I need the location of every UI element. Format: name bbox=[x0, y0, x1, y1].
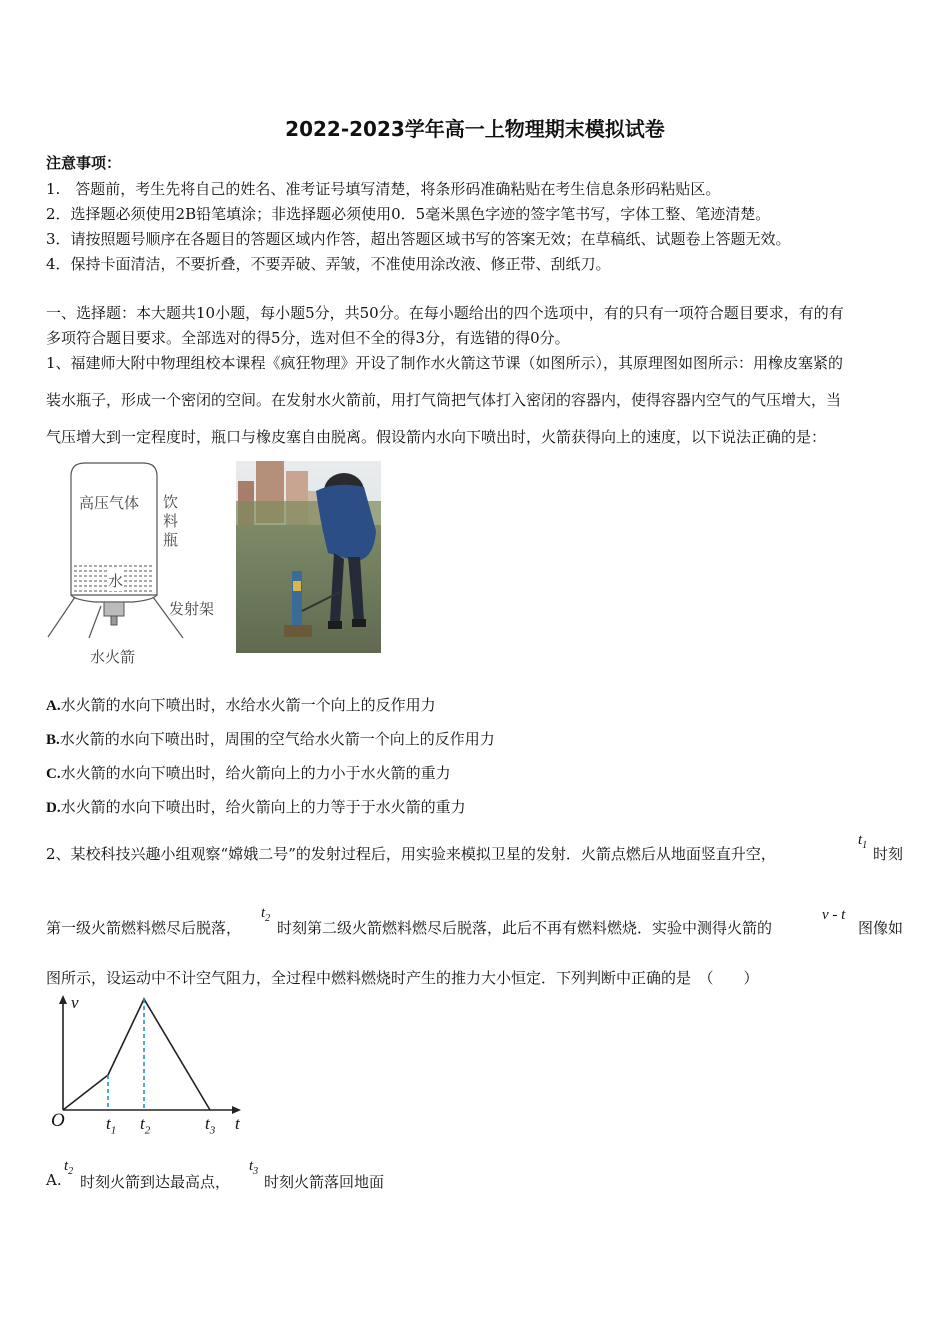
section-intro: 一、选择题：本大题共10小题，每小题5分，共50分。在每小题给出的四个选项中，有的只有一项符合题目要求，有的有 bbox=[46, 304, 844, 322]
option-b: B.水火箭的水向下喷出时，周围的空气给水火箭一个向上的反作用力 bbox=[46, 730, 495, 748]
option-c: C.水火箭的水向下喷出时，给火箭向上的力小于水火箭的重力 bbox=[46, 764, 451, 782]
rocket-launch-photo bbox=[236, 461, 381, 653]
question-2-text: 图像如 bbox=[858, 919, 904, 937]
math-t2: $t_2$ bbox=[64, 1158, 74, 1177]
math-t2: $t_2$ bbox=[261, 905, 271, 924]
notice-heading: 注意事项： bbox=[46, 154, 122, 172]
question-1-text: 1、福建师大附中物理组校本课程《疯狂物理》开设了制作水火箭这节课（如图所示），其原理图如图所示：用橡皮塞紧的 bbox=[46, 354, 844, 372]
question-2-text: 时刻第二级火箭燃料燃尽后脱落，此后不再有燃料燃烧．实验中测得火箭的 bbox=[277, 919, 773, 937]
label-gas: 高压气体 bbox=[79, 494, 140, 512]
notice-item: 1. 答题前，考生先将自己的姓名、准考证号填写清楚，将条形码准确粘贴在考生信息条形码粘贴区。 bbox=[46, 180, 721, 198]
label-rocket: 水火箭 bbox=[90, 648, 136, 666]
vt-graph bbox=[45, 993, 250, 1138]
q2-option-a-key: A. bbox=[46, 1171, 62, 1189]
label-bottle: 饮 料 瓶 bbox=[163, 493, 179, 549]
question-1-text: 装水瓶子，形成一个密闭的空间。在发射水火箭前，用打气筒把气体打入密闭的容器内，使得容器内空气的气压增大，当 bbox=[46, 391, 842, 409]
question-2-text: 图所示，设运动中不计空气阻力，全过程中燃料燃烧时产生的推力大小恒定．下列判断中正确的是 （ ） bbox=[46, 969, 759, 987]
math-vt: v - t bbox=[822, 907, 846, 923]
label-launcher: 发射架 bbox=[169, 600, 215, 618]
page-title: 2022-2023学年高一上物理期末模拟试卷 bbox=[285, 117, 665, 141]
option-d: D.水火箭的水向下喷出时，给火箭向上的力等于于水火箭的重力 bbox=[46, 798, 466, 816]
graph-origin: O bbox=[51, 1110, 65, 1131]
math-t1: $t_1$ bbox=[858, 832, 868, 851]
q2-option-a-text: 时刻火箭到达最高点， bbox=[80, 1173, 231, 1191]
question-2-text: 2、某校科技兴趣小组观察“嫦娥二号”的发射过程后，用实验来模拟卫星的发射．火箭点燃后从地面竖直升空， bbox=[46, 845, 776, 863]
q2-option-a-text: 时刻火箭落回地面 bbox=[264, 1173, 385, 1191]
graph-axis-v: v bbox=[71, 993, 79, 1012]
question-2-text: 第一级火箭燃料燃尽后脱落， bbox=[46, 919, 242, 937]
water-rocket-diagram bbox=[45, 460, 225, 670]
graph-tick-t2: $t_2$ bbox=[140, 1114, 151, 1137]
notice-item: 4．保持卡面清洁，不要折叠，不要弄破、弄皱，不准使用涂改液、修正带、刮纸刀。 bbox=[46, 255, 611, 273]
graph-tick-t1: $t_1$ bbox=[106, 1114, 117, 1137]
photo-image bbox=[236, 461, 381, 653]
label-water: 水 bbox=[108, 572, 124, 590]
option-a: A.水火箭的水向下喷出时，水给水火箭一个向上的反作用力 bbox=[46, 696, 436, 714]
graph-axis-t: t bbox=[235, 1114, 240, 1133]
notice-item: 2．选择题必须使用2B铅笔填涂；非选择题必须使用0．5毫米黑色字迹的签字笔书写，字体工整、笔迹清楚。 bbox=[46, 205, 771, 223]
graph-tick-t3: $t_3$ bbox=[205, 1114, 216, 1137]
section-intro: 多项符合题目要求。全部选对的得5分，选对但不全的得3分，有选错的得0分。 bbox=[46, 329, 570, 347]
math-t3: $t_3$ bbox=[249, 1158, 259, 1177]
question-1-text: 气压增大到一定程度时，瓶口与橡皮塞自由脱离。假设箭内水向下喷出时，火箭获得向上的速度，以下说法正确的是： bbox=[46, 428, 827, 446]
notice-item: 3．请按照题号顺序在各题目的答题区域内作答，超出答题区域书写的答案无效；在草稿纸、试题卷上答题无效。 bbox=[46, 230, 791, 248]
question-2-text: 时刻 bbox=[873, 845, 904, 863]
